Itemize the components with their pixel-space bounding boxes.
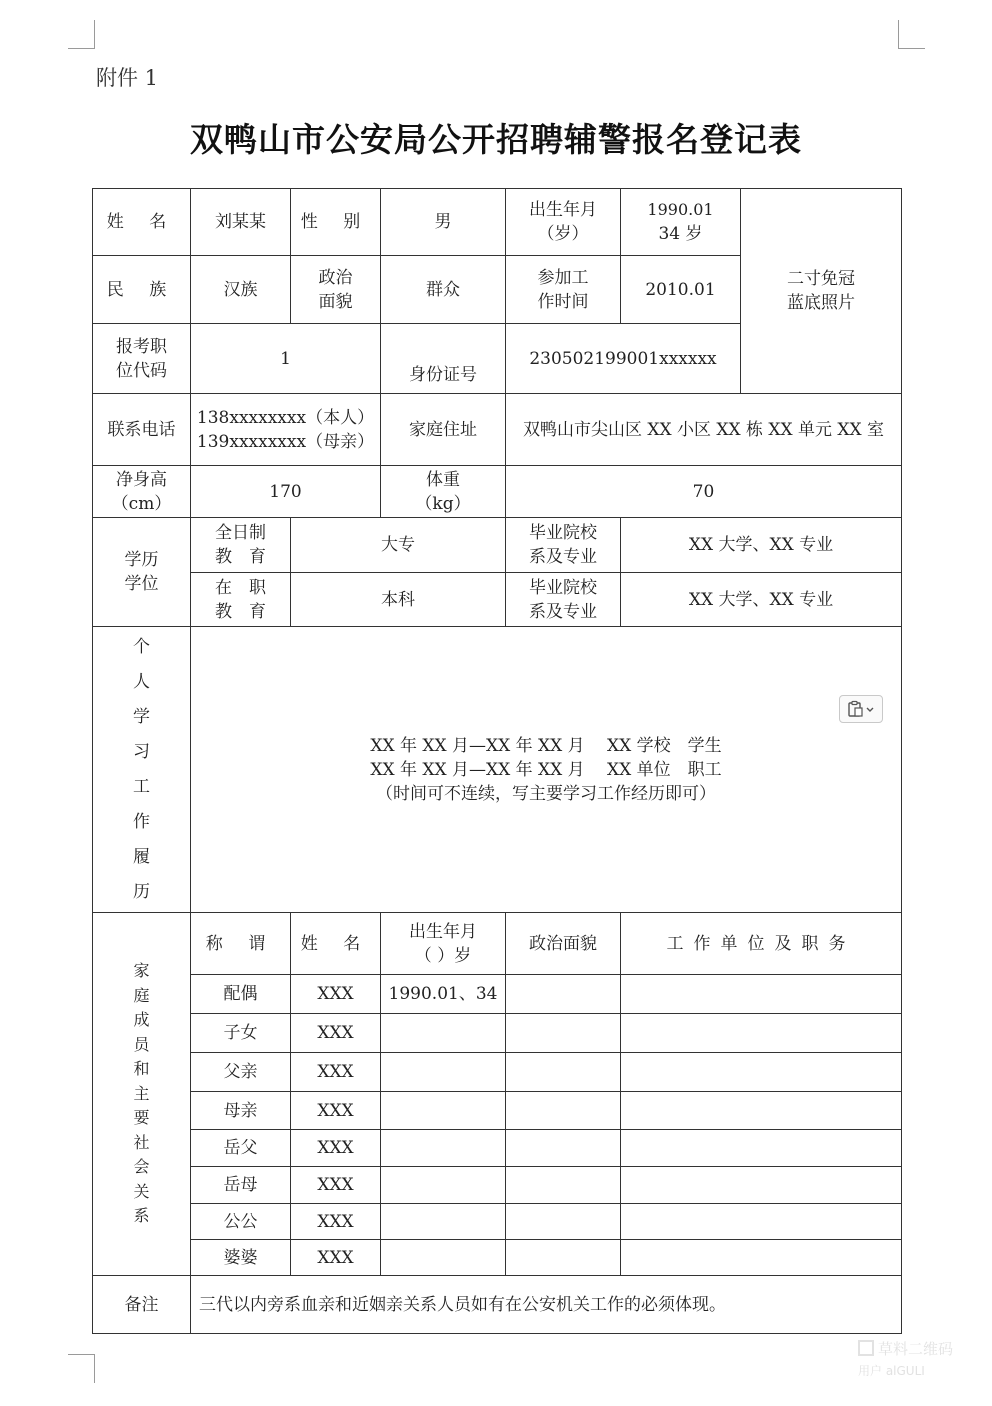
photo-placeholder[interactable]: 二寸免冠 蓝底照片 [741, 189, 902, 394]
row-education-inservice [93, 573, 902, 627]
family-work[interactable] [621, 1014, 902, 1053]
family-political[interactable] [506, 1053, 621, 1092]
family-row [93, 1204, 902, 1240]
birth-label: 出生年月 （岁） [506, 189, 621, 256]
family-name[interactable]: XXX [291, 1204, 381, 1240]
qr-logo-icon [858, 1340, 874, 1356]
weight-label: 体重 （kg） [381, 466, 506, 518]
family-political[interactable] [506, 1240, 621, 1276]
family-work[interactable] [621, 1053, 902, 1092]
inservice-label: 在 职 教 育 [191, 573, 291, 627]
family-work[interactable] [621, 975, 902, 1014]
family-row [93, 1130, 902, 1167]
attachment-label: 附件 1 [96, 66, 159, 90]
family-row [93, 1053, 902, 1092]
gender-value[interactable]: 男 [381, 189, 506, 256]
political-value[interactable]: 群众 [381, 256, 506, 324]
family-birth[interactable] [381, 1014, 506, 1053]
paste-options-button[interactable] [839, 695, 883, 723]
family-name[interactable]: XXX [291, 1167, 381, 1204]
family-work[interactable] [621, 1130, 902, 1167]
family-relation: 子女 [191, 1014, 291, 1053]
family-work[interactable] [621, 1204, 902, 1240]
watermark-user: 用户 alGULI [858, 1364, 925, 1378]
id-value[interactable]: 230502199001xxxxxx [506, 324, 741, 394]
fulltime-label: 全日制 教 育 [191, 518, 291, 573]
family-header-relation: 称 谓 [191, 913, 291, 975]
row-contact [93, 394, 902, 466]
inservice-degree[interactable]: 本科 [291, 573, 506, 627]
family-birth[interactable] [381, 1130, 506, 1167]
crop-mark-top-left [68, 20, 95, 49]
family-header-birth: 出生年月 （ ）岁 [381, 913, 506, 975]
row-remarks [93, 1276, 902, 1334]
family-political[interactable] [506, 975, 621, 1014]
name-value[interactable]: 刘某某 [191, 189, 291, 256]
family-relation: 父亲 [191, 1053, 291, 1092]
family-name[interactable]: XXX [291, 1053, 381, 1092]
family-relation: 岳母 [191, 1167, 291, 1204]
row-family-header [93, 913, 902, 975]
inservice-school-label: 毕业院校 系及专业 [506, 573, 621, 627]
weight-value[interactable]: 70 [506, 466, 902, 518]
family-birth[interactable] [381, 1240, 506, 1276]
fulltime-degree[interactable]: 大专 [291, 518, 506, 573]
fulltime-school-label: 毕业院校 系及专业 [506, 518, 621, 573]
family-row [93, 1092, 902, 1130]
height-value[interactable]: 170 [191, 466, 381, 518]
family-birth[interactable]: 1990.01、34 [381, 975, 506, 1014]
family-birth[interactable] [381, 1053, 506, 1092]
family-political[interactable] [506, 1167, 621, 1204]
fulltime-school-value[interactable]: XX 大学、XX 专业 [621, 518, 902, 573]
family-row [93, 1167, 902, 1204]
family-row [93, 975, 902, 1014]
resume-line-2: XX 年 XX 月—XX 年 XX 月 XX 单位 职工 [370, 759, 722, 780]
family-relation: 配偶 [191, 975, 291, 1014]
row-resume [93, 627, 902, 913]
family-work[interactable] [621, 1092, 902, 1130]
row-education-fulltime [93, 518, 902, 573]
row-height-weight [93, 466, 902, 518]
row-name [93, 189, 902, 256]
family-name[interactable]: XXX [291, 1240, 381, 1276]
family-political[interactable] [506, 1130, 621, 1167]
address-value[interactable]: 双鸭山市尖山区 XX 小区 XX 栋 XX 单元 XX 室 [506, 394, 902, 466]
family-name[interactable]: XXX [291, 975, 381, 1014]
family-name[interactable]: XXX [291, 1092, 381, 1130]
resume-content[interactable] [191, 627, 902, 913]
phone-label: 联系电话 [93, 394, 191, 466]
family-birth[interactable] [381, 1204, 506, 1240]
family-row [93, 1240, 902, 1276]
ethnicity-label: 民 族 [93, 256, 191, 324]
family-header-name: 姓 名 [291, 913, 381, 975]
name-label: 姓 名 [93, 189, 191, 256]
crop-mark-bottom-left [68, 1354, 95, 1383]
family-relation: 公公 [191, 1204, 291, 1240]
watermark-text: 草料二维码 [878, 1340, 954, 1358]
remarks-label: 备注 [93, 1276, 191, 1334]
watermark [858, 1338, 978, 1382]
birth-value[interactable]: 1990.01 34 岁 [621, 189, 741, 256]
family-name[interactable]: XXX [291, 1130, 381, 1167]
resume-note: （时间可不连续，写主要学习工作经历即可） [376, 783, 716, 804]
work-start-value[interactable]: 2010.01 [621, 256, 741, 324]
family-work[interactable] [621, 1167, 902, 1204]
resume-line-1: XX 年 XX 月—XX 年 XX 月 XX 学校 学生 [370, 735, 722, 756]
family-political[interactable] [506, 1014, 621, 1053]
family-header-work: 工作单位及职务 [621, 913, 902, 975]
registration-form-table [92, 188, 902, 1334]
address-label: 家庭住址 [381, 394, 506, 466]
phone-value[interactable]: 138xxxxxxxx（本人） 139xxxxxxxx（母亲） [191, 394, 381, 466]
work-start-label: 参加工 作时间 [506, 256, 621, 324]
height-label: 净身高 （cm） [93, 466, 191, 518]
crop-mark-top-right [898, 20, 925, 49]
ethnicity-value[interactable]: 汉族 [191, 256, 291, 324]
family-relation: 岳父 [191, 1130, 291, 1167]
id-label: 身份证号 [381, 324, 506, 394]
remarks-value[interactable]: 三代以内旁系血亲和近姻亲关系人员如有在公安机关工作的必须体现。 [191, 1276, 902, 1334]
education-label: 学历 学位 [93, 518, 191, 627]
form-title: 双鸭山市公安局公开招聘辅警报名登记表 [190, 120, 802, 159]
family-relation: 婆婆 [191, 1240, 291, 1276]
family-label: 家庭成员和主要社会关系 [93, 913, 191, 1276]
family-header-political: 政治面貌 [506, 913, 621, 975]
family-birth[interactable] [381, 1167, 506, 1204]
family-political[interactable] [506, 1092, 621, 1130]
political-label: 政治 面貌 [291, 256, 381, 324]
clipboard-paste-icon [846, 700, 876, 718]
inservice-school-value[interactable]: XX 大学、XX 专业 [621, 573, 902, 627]
family-name[interactable]: XXX [291, 1014, 381, 1053]
family-work[interactable] [621, 1240, 902, 1276]
gender-label: 性 别 [291, 189, 381, 256]
position-code-label: 报考职 位代码 [93, 324, 191, 394]
family-birth[interactable] [381, 1092, 506, 1130]
resume-label: 个人学习工作履历 [93, 627, 191, 913]
family-row [93, 1014, 902, 1053]
family-relation: 母亲 [191, 1092, 291, 1130]
position-code-value[interactable]: 1 [191, 324, 381, 394]
family-political[interactable] [506, 1204, 621, 1240]
